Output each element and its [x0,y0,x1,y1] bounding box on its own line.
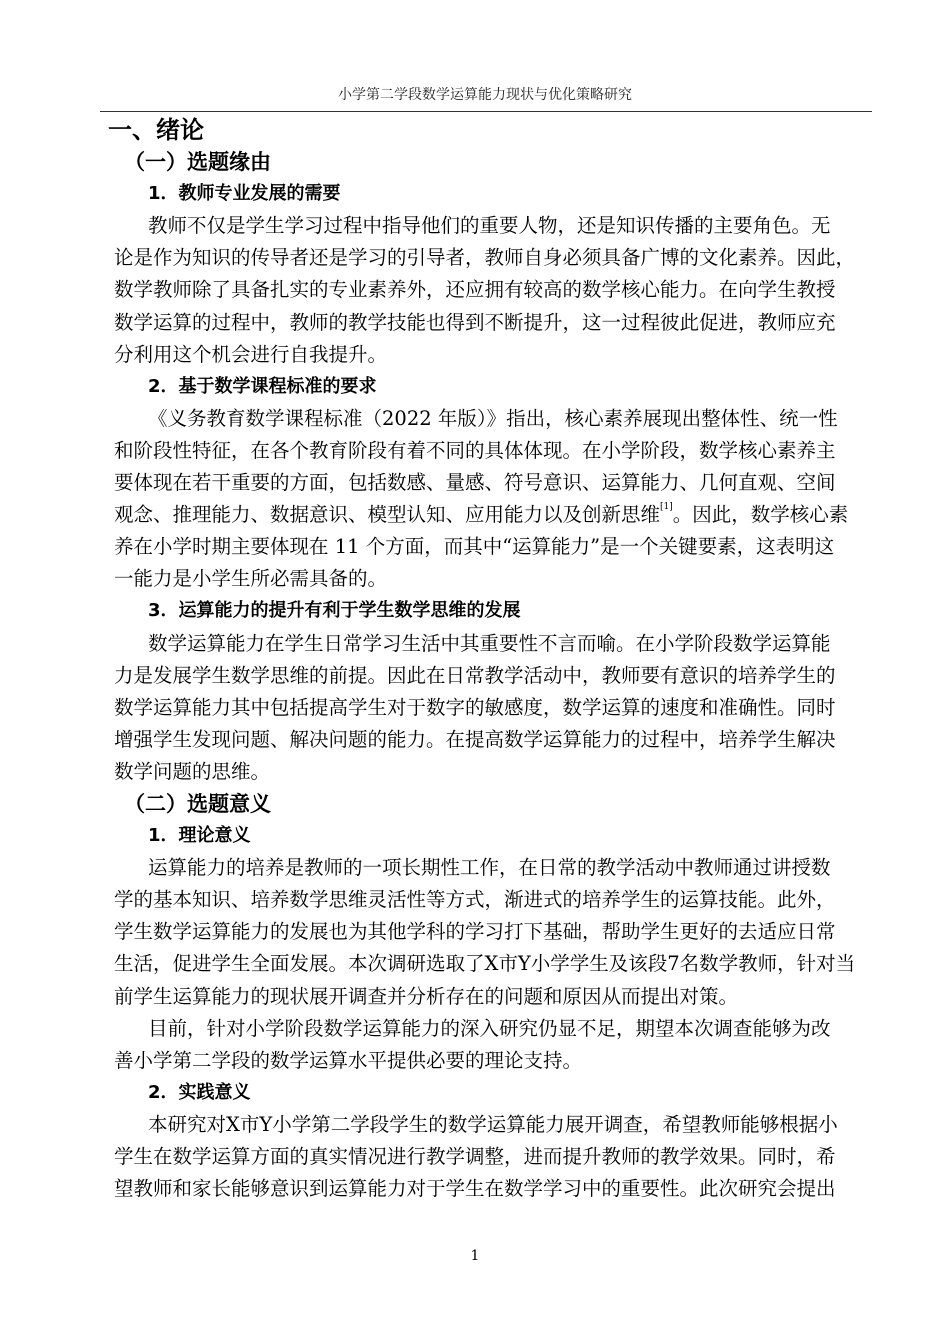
section-heading: （二）选题意义 [124,791,271,816]
paragraph-line: 力是发展学生数学思维的前提。因此在日常教学活动中，教师要有意识的培养学生的 [114,663,836,687]
subsection-heading: 1．教师专业发展的需要 [148,183,341,205]
subsection-heading: 2．基于数学课程标准的要求 [148,375,377,397]
chapter-heading: 一、绪论 [108,116,204,144]
section-heading: （一）选题缘由 [124,150,271,175]
paragraph [114,403,849,596]
paragraph-line: 数学运算的过程中，教师的教学技能也得到不断提升，这一过程彼此促进，教师应充 [114,310,836,334]
paragraph-line: 观念、推理能力、数据意识、模型认知、应用能力以及创新思维[1]。因此，数学核心素 [114,502,849,527]
paragraph-line: 数学运算能力在学生日常学习生活中其重要性不言而喻。在小学阶段数学运算能 [148,631,831,655]
paragraph-line: 生活，促进学生全面发展。本次调研选取了X市Y小学学生及该段7名数学教师，针对当 [114,952,856,976]
running-header-title: 小学第二学段数学运算能力现状与优化策略研究 [338,87,632,103]
document-body [108,114,856,1205]
paragraph-line: 数学教师除了具备扎实的专业素养外，还应拥有较高的数学核心能力。在向学生教授 [114,278,836,302]
paragraph-line: 论是作为知识的传导者还是学习的引导者，教师自身必须具备广博的文化素养。因此， [114,246,856,270]
paragraph-line: 运算能力的培养是教师的一项长期性工作，在日常的教学活动中教师通过讲授数 [148,856,831,880]
paragraph-line: 善小学第二学段的数学运算水平提供必要的理论支持。 [114,1048,583,1072]
paragraph-line: 目前，针对小学阶段数学运算能力的深入研究仍显不足，期望本次调查能够为改 [148,1016,831,1040]
paragraph [114,1109,838,1205]
paragraph [114,628,836,788]
paragraph [114,1013,830,1077]
paragraph-line: 学生数学运算能力的发展也为其他学科的学习打下基础，帮助学生更好的去适应日常 [114,920,836,944]
header-divider [100,111,872,112]
paragraph-line: 学生在数学运算方面的真实情况进行教学调整，进而提升教师的教学效果。同时，希 [114,1145,836,1168]
page-number: 1 [470,1248,480,1264]
paragraph-line: 养在小学时期主要体现在 11 个方面，而其中“运算能力”是一个关键要素，这表明这 [114,535,835,559]
subsection-heading: 3．运算能力的提升有利于学生数学思维的发展 [148,600,521,622]
paragraph-line: 本研究对X市Y小学第二学段学生的数学运算能力展开调查，希望教师能够根据小 [148,1112,838,1136]
paragraph [114,852,856,1012]
paragraph-line: 数学问题的思维。 [114,759,271,783]
paragraph-line: 增强学生发现问题、解决问题的能力。在提高数学运算能力的过程中，培养学生解决 [114,727,836,751]
paragraph-line: 和阶段性特征，在各个教育阶段有着不同的具体体现。在小学阶段，数学核心素养主 [114,438,836,462]
paragraph-line: 望教师和家长能够意识到运算能力对于学生在数学学习中的重要性。此次研究会提出 [114,1177,836,1201]
paragraph-line: 分利用这个机会进行自我提升。 [114,342,388,366]
paragraph-line: 要体现在若干重要的方面，包括数感、量感、符号意识、运算能力、几何直观、空间 [114,471,836,495]
paragraph-line: 学的基本知识、培养数学思维灵活性等方式，渐进式的培养学生的运算技能。此外， [114,888,836,912]
paragraph-line: 前学生运算能力的现状展开调查并分析存在的问题和原因从而提出对策。 [114,984,739,1008]
subsection-heading: 1．理论意义 [148,825,251,847]
paragraph-line: 一能力是小学生所必需具备的。 [114,567,388,591]
citation-marker[interactable]: [1] [660,502,673,513]
paragraph [114,210,856,370]
subsection-heading: 2．实践意义 [148,1081,251,1103]
paragraph-line: 数学运算能力其中包括提高学生对于数字的敏感度，数学运算的速度和准确性。同时 [114,695,836,719]
paragraph-line: 《义务教育数学课程标准（2022 年版）》指出，核心素养展现出整体性、统一性 [148,406,838,430]
paragraph-line: 教师不仅是学生学习过程中指导他们的重要人物，还是知识传播的主要角色。无 [148,214,831,238]
